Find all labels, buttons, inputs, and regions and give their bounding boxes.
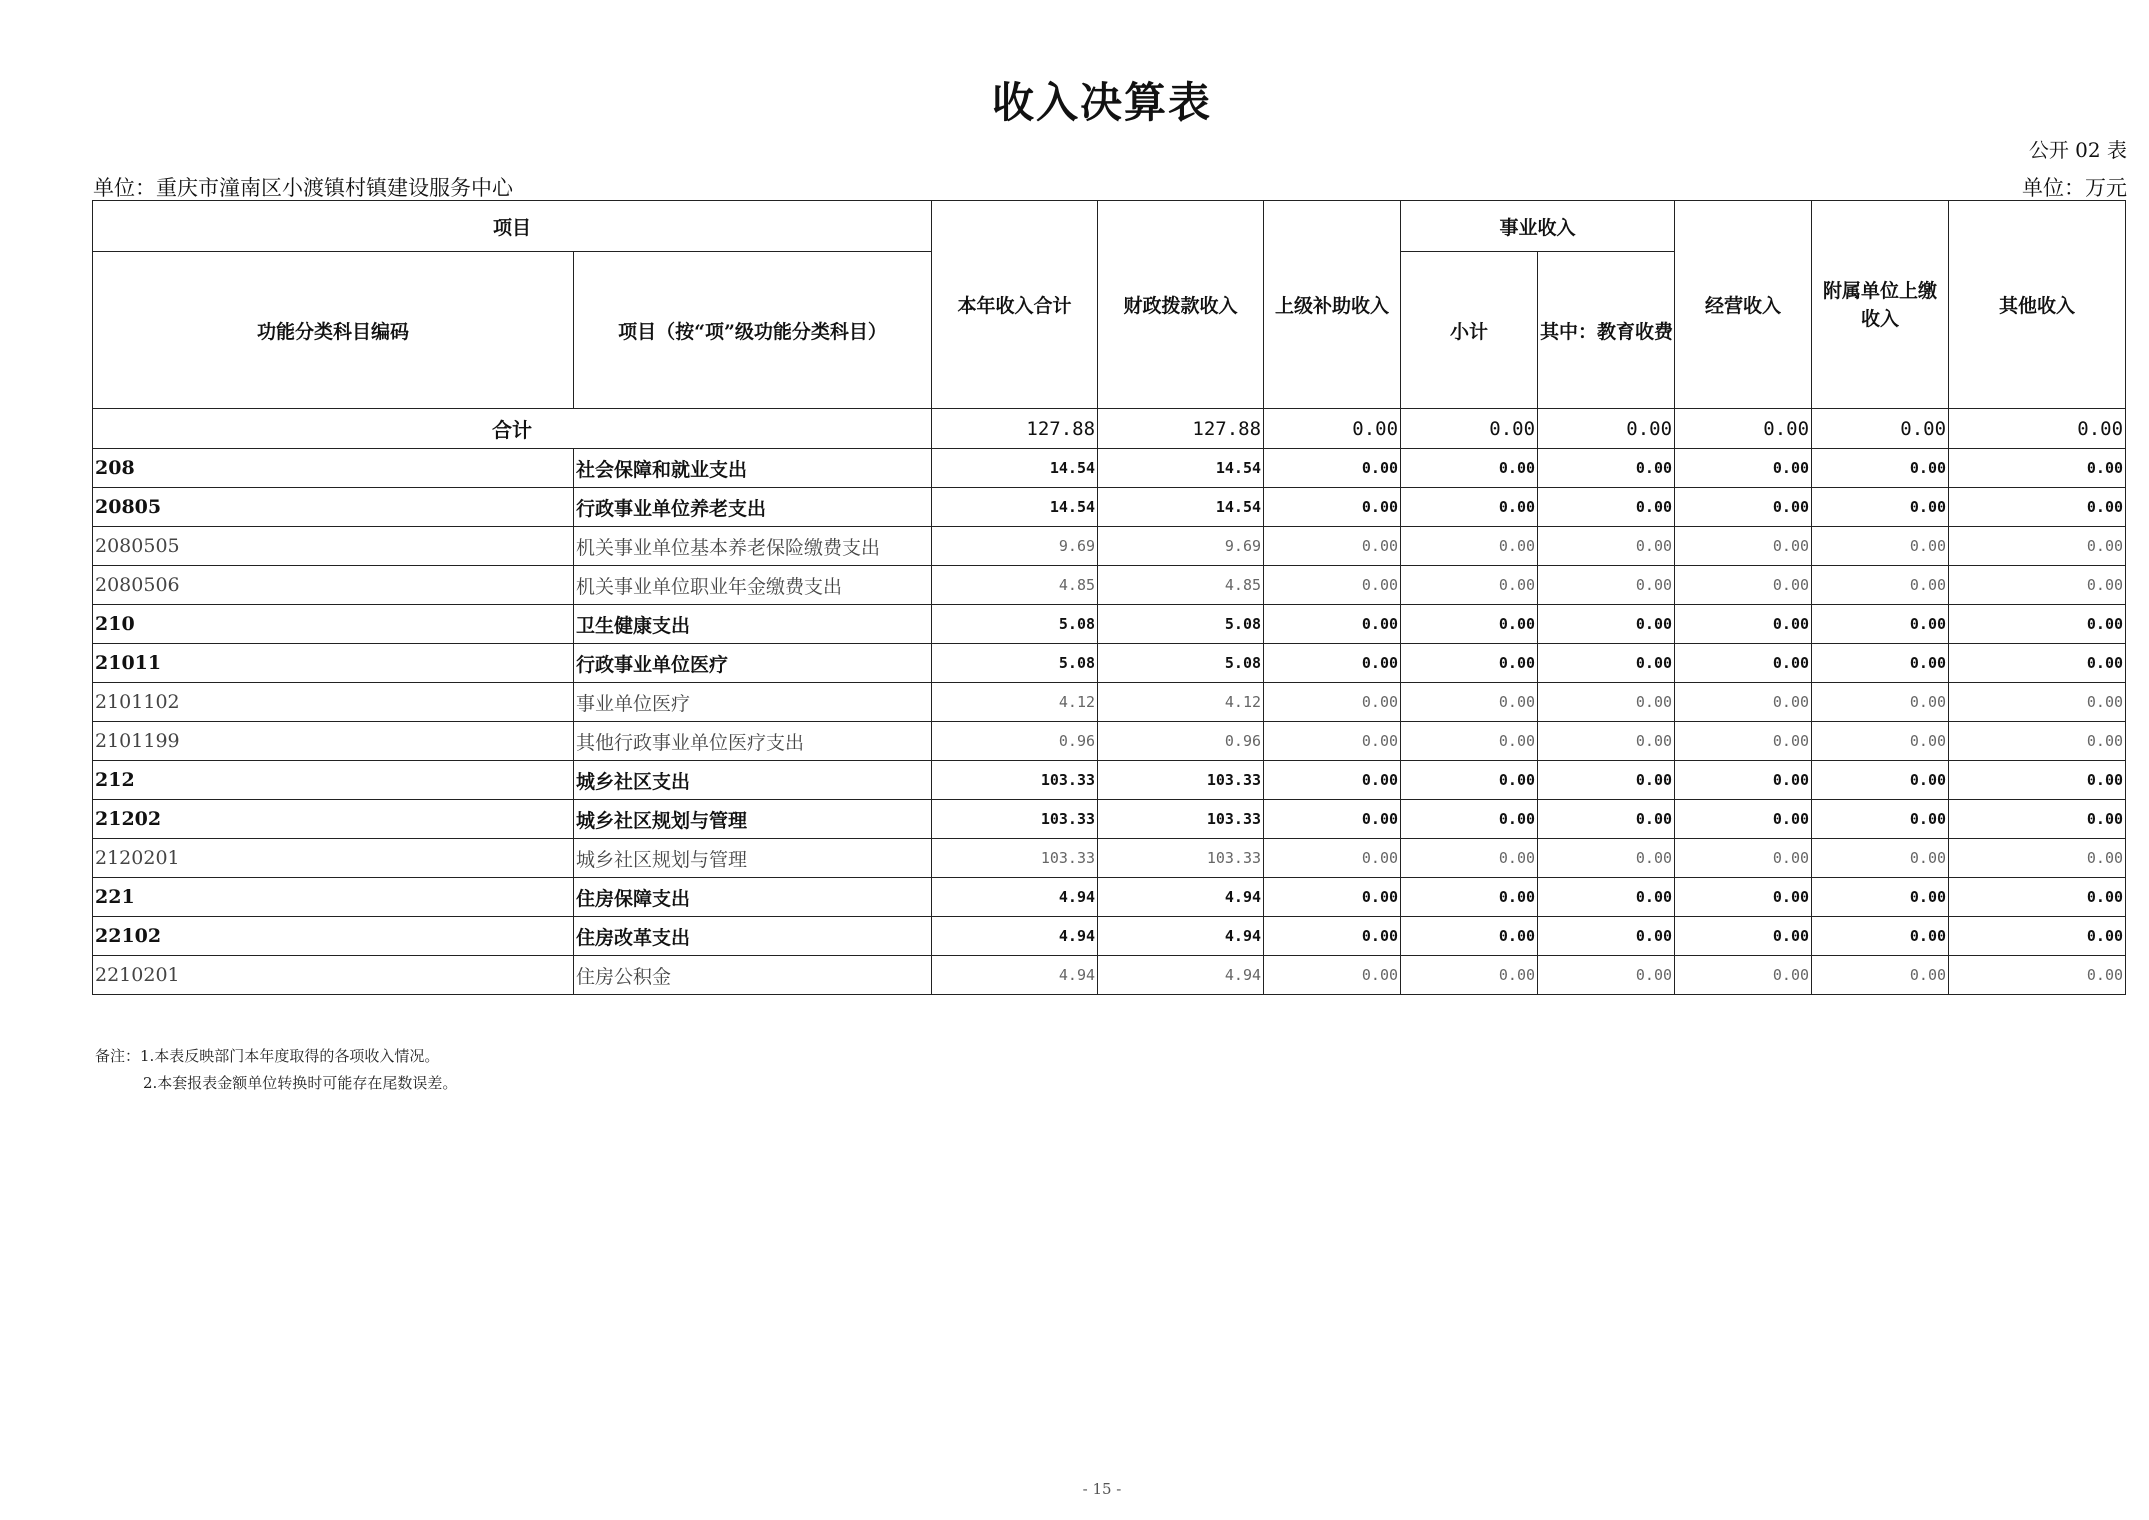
row-value: 0.00 xyxy=(1264,488,1401,527)
row-value: 0.00 xyxy=(1675,566,1812,605)
total-cell: 0.00 xyxy=(1949,409,2126,449)
row-code: 2080506 xyxy=(93,566,574,605)
note-line-2: 2.本套报表金额单位转换时可能存在尾数误差。 xyxy=(143,1074,458,1092)
row-value: 0.00 xyxy=(1812,566,1949,605)
row-value: 0.00 xyxy=(1538,722,1675,761)
row-value: 0.00 xyxy=(1675,956,1812,995)
row-value: 0.00 xyxy=(1949,605,2126,644)
row-value: 0.00 xyxy=(1812,800,1949,839)
row-value: 0.00 xyxy=(1949,761,2126,800)
row-value: 0.00 xyxy=(1264,644,1401,683)
row-value: 0.00 xyxy=(1675,917,1812,956)
row-value: 103.33 xyxy=(932,800,1098,839)
row-value: 0.00 xyxy=(1538,683,1675,722)
row-value: 0.00 xyxy=(1812,449,1949,488)
row-value: 0.00 xyxy=(1538,800,1675,839)
row-value: 103.33 xyxy=(932,761,1098,800)
row-name: 住房改革支出 xyxy=(574,917,932,956)
row-value: 0.00 xyxy=(1401,761,1538,800)
row-value: 5.08 xyxy=(932,644,1098,683)
table-row xyxy=(93,527,2126,566)
row-value: 0.00 xyxy=(1401,449,1538,488)
header-row-top xyxy=(93,201,2126,252)
table-row xyxy=(93,683,2126,722)
row-value: 0.00 xyxy=(1538,956,1675,995)
row-value: 0.00 xyxy=(1401,722,1538,761)
row-value: 0.00 xyxy=(1675,527,1812,566)
table-row xyxy=(93,761,2126,800)
row-value: 0.00 xyxy=(1949,488,2126,527)
row-code: 22102 xyxy=(93,917,574,956)
row-value: 4.94 xyxy=(1098,956,1264,995)
header-operating: 经营收入 xyxy=(1675,201,1812,409)
row-value: 0.00 xyxy=(1538,644,1675,683)
row-value: 0.00 xyxy=(1538,605,1675,644)
table-row xyxy=(93,605,2126,644)
row-value: 0.00 xyxy=(1812,605,1949,644)
row-name: 机关事业单位基本养老保险缴费支出 xyxy=(574,527,932,566)
row-value: 0.00 xyxy=(1949,839,2126,878)
row-value: 9.69 xyxy=(1098,527,1264,566)
row-value: 0.00 xyxy=(1812,878,1949,917)
row-value: 0.00 xyxy=(1949,683,2126,722)
row-name: 城乡社区规划与管理 xyxy=(574,839,932,878)
row-name: 行政事业单位医疗 xyxy=(574,644,932,683)
row-code: 212 xyxy=(93,761,574,800)
row-value: 0.00 xyxy=(1949,800,2126,839)
total-label: 合计 xyxy=(93,409,932,449)
row-code: 20805 xyxy=(93,488,574,527)
row-value: 0.00 xyxy=(1401,800,1538,839)
row-value: 103.33 xyxy=(932,839,1098,878)
row-code: 21011 xyxy=(93,644,574,683)
row-value: 0.00 xyxy=(1264,917,1401,956)
total-cell: 0.00 xyxy=(1812,409,1949,449)
row-value: 14.54 xyxy=(1098,449,1264,488)
row-value: 0.00 xyxy=(1812,761,1949,800)
row-value: 103.33 xyxy=(1098,761,1264,800)
row-value: 4.94 xyxy=(932,878,1098,917)
header-affiliated: 附属单位上缴收入 xyxy=(1812,201,1949,409)
header-project-name: 项目（按“项”级功能分类科目） xyxy=(574,252,932,409)
row-value: 0.00 xyxy=(1675,761,1812,800)
row-value: 0.00 xyxy=(1264,683,1401,722)
total-cell: 0.00 xyxy=(1675,409,1812,449)
row-code: 2080505 xyxy=(93,527,574,566)
table-row xyxy=(93,839,2126,878)
row-value: 0.00 xyxy=(1812,722,1949,761)
notes xyxy=(95,1043,457,1097)
row-value: 103.33 xyxy=(1098,800,1264,839)
row-value: 0.00 xyxy=(1401,839,1538,878)
row-value: 0.00 xyxy=(1264,878,1401,917)
row-name: 行政事业单位养老支出 xyxy=(574,488,932,527)
row-value: 0.00 xyxy=(1264,605,1401,644)
row-value: 9.69 xyxy=(932,527,1098,566)
page-number: - 15 - xyxy=(1082,1480,1122,1498)
row-value: 0.00 xyxy=(1675,449,1812,488)
row-value: 5.08 xyxy=(1098,644,1264,683)
row-value: 4.94 xyxy=(1098,878,1264,917)
row-value: 0.00 xyxy=(1538,839,1675,878)
header-superior: 上级补助收入 xyxy=(1264,201,1401,409)
row-value: 0.96 xyxy=(932,722,1098,761)
header-business: 事业收入 xyxy=(1401,201,1675,252)
row-value: 0.00 xyxy=(1675,839,1812,878)
row-value: 5.08 xyxy=(932,605,1098,644)
row-name: 卫生健康支出 xyxy=(574,605,932,644)
row-value: 0.00 xyxy=(1264,527,1401,566)
row-value: 0.00 xyxy=(1949,722,2126,761)
row-value: 14.54 xyxy=(932,488,1098,527)
row-value: 0.00 xyxy=(1675,878,1812,917)
row-value: 4.94 xyxy=(1098,917,1264,956)
table-row xyxy=(93,644,2126,683)
row-value: 0.00 xyxy=(1401,605,1538,644)
row-value: 0.00 xyxy=(1538,449,1675,488)
row-value: 0.00 xyxy=(1401,566,1538,605)
row-value: 0.00 xyxy=(1538,566,1675,605)
table-body xyxy=(93,409,2126,995)
row-name: 机关事业单位职业年金缴费支出 xyxy=(574,566,932,605)
row-value: 0.00 xyxy=(1538,917,1675,956)
row-value: 0.00 xyxy=(1264,449,1401,488)
row-value: 0.00 xyxy=(1264,761,1401,800)
currency-unit: 单位：万元 xyxy=(2022,176,2127,200)
row-value: 0.00 xyxy=(1264,800,1401,839)
row-value: 0.00 xyxy=(1401,956,1538,995)
row-name: 事业单位医疗 xyxy=(574,683,932,722)
row-value: 14.54 xyxy=(932,449,1098,488)
table-row xyxy=(93,917,2126,956)
row-name: 社会保障和就业支出 xyxy=(574,449,932,488)
row-value: 0.00 xyxy=(1675,605,1812,644)
row-value: 0.00 xyxy=(1949,566,2126,605)
table-row xyxy=(93,566,2126,605)
header-edu-fee: 其中：教育收费 xyxy=(1538,252,1675,409)
row-code: 210 xyxy=(93,605,574,644)
row-value: 0.00 xyxy=(1264,722,1401,761)
row-value: 0.00 xyxy=(1949,956,2126,995)
row-value: 0.00 xyxy=(1401,488,1538,527)
header-project: 项目 xyxy=(93,201,932,252)
row-value: 0.00 xyxy=(1264,956,1401,995)
row-value: 0.00 xyxy=(1264,566,1401,605)
row-code: 221 xyxy=(93,878,574,917)
total-row xyxy=(93,409,2126,449)
table-row xyxy=(93,449,2126,488)
row-value: 0.00 xyxy=(1401,878,1538,917)
row-code: 2120201 xyxy=(93,839,574,878)
organization-unit: 单位：重庆市潼南区小渡镇村镇建设服务中心 xyxy=(93,176,513,200)
note-line-1: 备注：1.本表反映部门本年度取得的各项收入情况。 xyxy=(95,1047,440,1065)
row-value: 0.00 xyxy=(1812,644,1949,683)
row-value: 4.12 xyxy=(932,683,1098,722)
row-value: 0.00 xyxy=(1675,800,1812,839)
income-table xyxy=(92,200,2126,995)
row-value: 4.85 xyxy=(1098,566,1264,605)
row-code: 208 xyxy=(93,449,574,488)
row-name: 其他行政事业单位医疗支出 xyxy=(574,722,932,761)
row-name: 住房保障支出 xyxy=(574,878,932,917)
row-value: 0.00 xyxy=(1401,683,1538,722)
row-value: 0.00 xyxy=(1812,527,1949,566)
row-value: 0.00 xyxy=(1812,488,1949,527)
row-code: 2101102 xyxy=(93,683,574,722)
row-value: 4.12 xyxy=(1098,683,1264,722)
row-value: 0.00 xyxy=(1401,527,1538,566)
row-name: 城乡社区支出 xyxy=(574,761,932,800)
table-row xyxy=(93,800,2126,839)
header-fiscal: 财政拨款收入 xyxy=(1098,201,1264,409)
row-value: 0.00 xyxy=(1949,527,2126,566)
report-title: 收入决算表 xyxy=(991,78,1212,127)
row-value: 0.00 xyxy=(1538,488,1675,527)
row-value: 4.85 xyxy=(932,566,1098,605)
table-row xyxy=(93,488,2126,527)
table-row xyxy=(93,722,2126,761)
row-value: 0.00 xyxy=(1675,488,1812,527)
row-value: 0.00 xyxy=(1675,644,1812,683)
row-value: 0.00 xyxy=(1812,683,1949,722)
row-value: 0.00 xyxy=(1949,449,2126,488)
row-value: 0.00 xyxy=(1949,644,2126,683)
row-value: 103.33 xyxy=(1098,839,1264,878)
row-value: 0.00 xyxy=(1675,722,1812,761)
table-row xyxy=(93,878,2126,917)
row-value: 0.96 xyxy=(1098,722,1264,761)
header-other: 其他收入 xyxy=(1949,201,2126,409)
row-name: 城乡社区规划与管理 xyxy=(574,800,932,839)
row-value: 0.00 xyxy=(1949,878,2126,917)
row-value: 0.00 xyxy=(1538,527,1675,566)
row-code: 2101199 xyxy=(93,722,574,761)
row-name: 住房公积金 xyxy=(574,956,932,995)
header-subtotal: 小计 xyxy=(1401,252,1538,409)
row-value: 0.00 xyxy=(1538,878,1675,917)
row-value: 0.00 xyxy=(1538,761,1675,800)
row-value: 4.94 xyxy=(932,917,1098,956)
row-value: 0.00 xyxy=(1812,917,1949,956)
row-code: 2210201 xyxy=(93,956,574,995)
row-value: 0.00 xyxy=(1401,917,1538,956)
table-row xyxy=(93,956,2126,995)
row-value: 5.08 xyxy=(1098,605,1264,644)
total-cell: 127.88 xyxy=(932,409,1098,449)
total-cell: 127.88 xyxy=(1098,409,1264,449)
total-cell: 0.00 xyxy=(1538,409,1675,449)
form-number: 公开 02 表 xyxy=(2028,138,2127,162)
row-value: 0.00 xyxy=(1401,644,1538,683)
row-value: 0.00 xyxy=(1264,839,1401,878)
total-cell: 0.00 xyxy=(1264,409,1401,449)
row-value: 0.00 xyxy=(1812,956,1949,995)
row-value: 0.00 xyxy=(1812,839,1949,878)
header-func-code: 功能分类科目编码 xyxy=(93,252,574,409)
row-value: 0.00 xyxy=(1949,917,2126,956)
row-value: 0.00 xyxy=(1675,683,1812,722)
row-value: 4.94 xyxy=(932,956,1098,995)
total-cell: 0.00 xyxy=(1401,409,1538,449)
header-total-income: 本年收入合计 xyxy=(932,201,1098,409)
row-code: 21202 xyxy=(93,800,574,839)
row-value: 14.54 xyxy=(1098,488,1264,527)
